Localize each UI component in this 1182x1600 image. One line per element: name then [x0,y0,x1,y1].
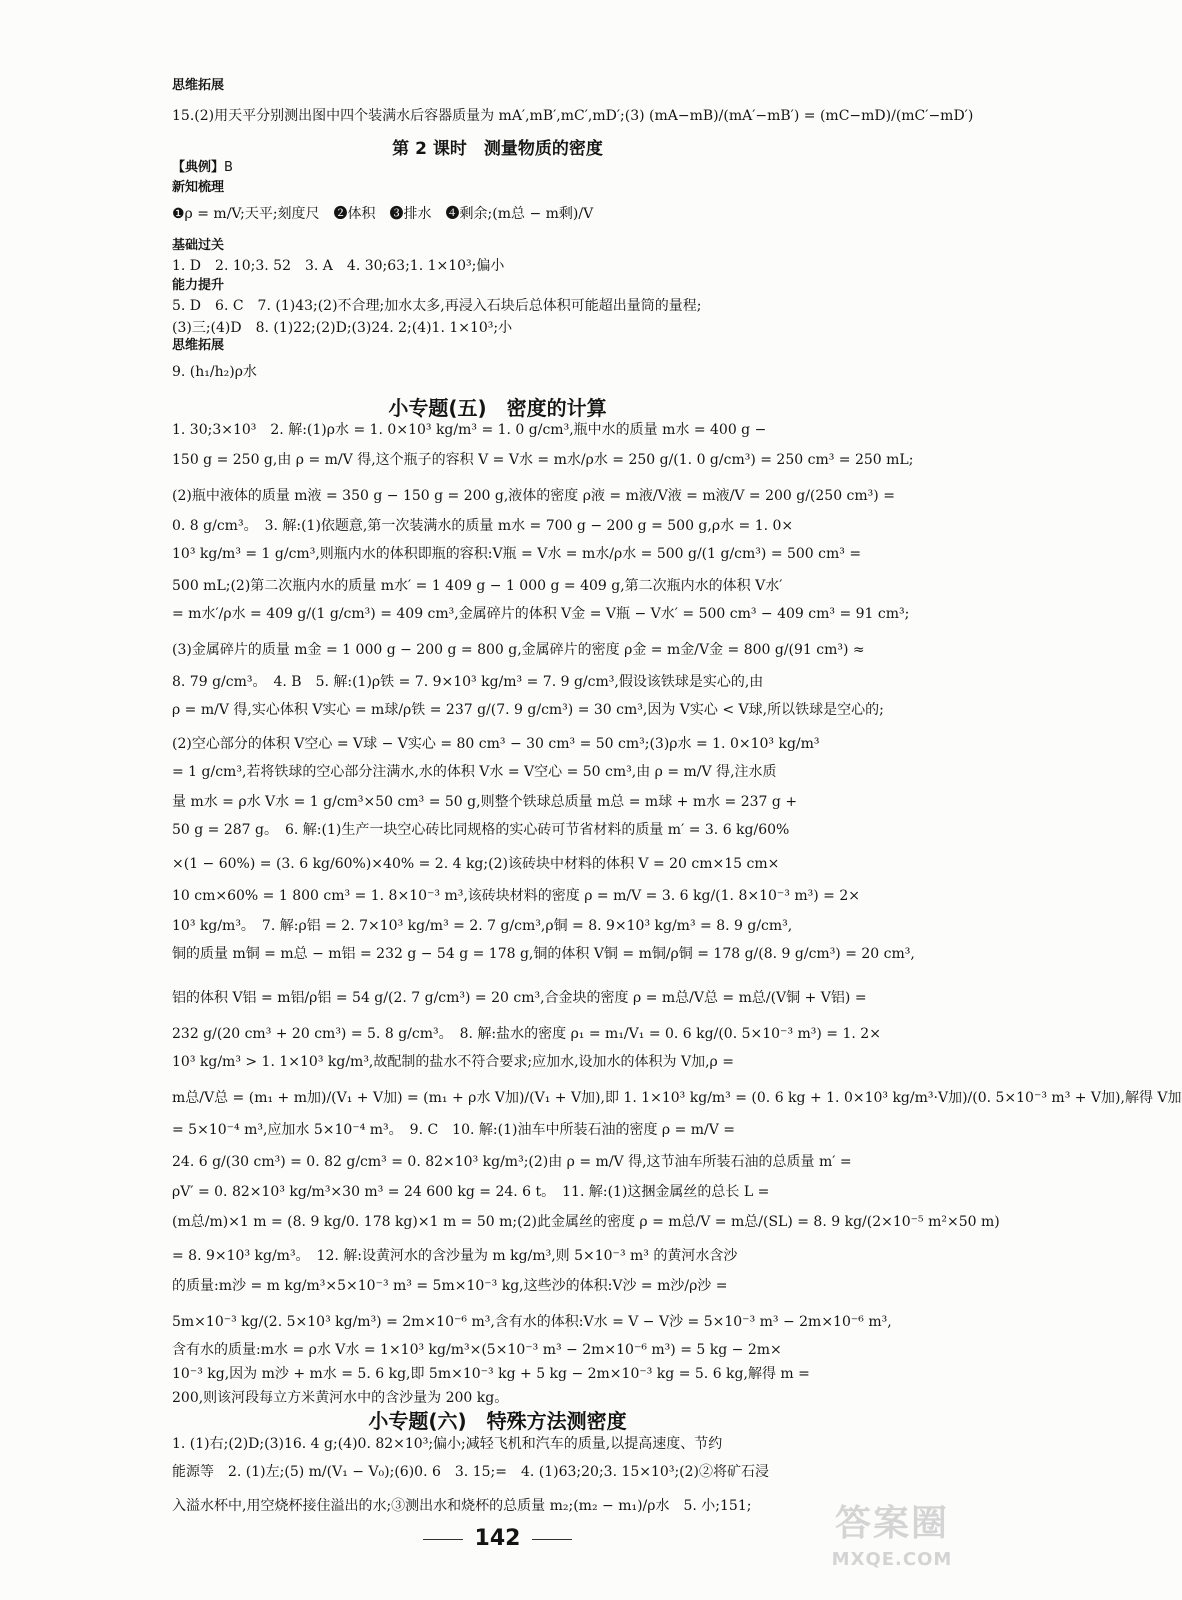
topic-5-line: 铝的体积 V铝 = m铝/ρ铝 = 54 g/(2. 7 g/cm³) = 20 cm³,合金块的密度 ρ = m总/V总 = m总/(V铜 + V铝) = [172,990,867,1006]
topic-5-line: = 8. 9×10³ kg/m³。 12. 解:设黄河水的含沙量为 m kg/m³,则 5×10⁻³ m³ 的黄河水含沙 [172,1248,738,1264]
answer-q9: 9. (h₁/h₂)ρ水 [172,364,257,380]
section-label-new-knowledge: 新知梳理 [172,180,225,195]
topic-5-line: = 1 g/cm³,若将铁球的空心部分注满水,水的体积 V水 = V空心 = 50 cm³,由 ρ = m/V 得,注水质 [172,764,777,780]
topic-5-line: 10³ kg/m³ > 1. 1×10³ kg/m³,故配制的盐水不符合要求;应加水,设加水的体积为 V加,ρ = [172,1054,734,1070]
topic-5-title: 小专题(五) 密度的计算 [388,396,607,420]
topic-5-line: 200,则该河段每立方米黄河水中的含沙量为 200 kg。 [172,1390,509,1406]
topic-5-line: = m水′/ρ水 = 409 g/(1 g/cm³) = 409 cm³,金属碎片的体积 V金 = V瓶 − V水′ = 500 cm³ − 409 cm³ = 91 cm³; [172,606,910,622]
topic-5-line: ρ = m/V 得,实心体积 V实心 = m球/ρ铁 = 237 g/(7. 9 g/cm³) = 30 cm³,因为 V实心 < V球,所以铁球是空心的; [172,702,884,718]
example-answer: B [224,160,233,175]
basic-answers: 1. D 2. 10;3. 52 3. A 4. 30;63;1. 1×10³;偏小 [172,258,505,274]
topic-5-line: (2)瓶中液体的质量 m液 = 350 g − 150 g = 200 g,液体的密度 ρ液 = m液/V液 = m液/V = 200 g/(250 cm³) = [172,488,895,504]
watermark-url: MXQE.COM [831,1549,953,1570]
page-number-dash-right [532,1539,572,1540]
section-label-basic: 基础过关 [172,238,225,253]
topic-5-line: (2)空心部分的体积 V空心 = V球 − V实心 = 80 cm³ − 30 cm³ = 50 cm³;(3)ρ水 = 1. 0×10³ kg/m³ [172,736,820,752]
topic-5-line: 24. 6 g/(30 cm³) = 0. 82 g/cm³ = 0. 82×10³ kg/m³;(2)由 ρ = m/V 得,这节油车所装石油的总质量 m′ = [172,1154,852,1170]
topic-5-line: 10³ kg/m³。 7. 解:ρ铝 = 2. 7×10³ kg/m³ = 2. 7 g/cm³,ρ铜 = 8. 9×10³ kg/m³ = 8. 9 g/cm³, [172,918,793,934]
page-number-value: 142 [474,1526,521,1551]
topic-6-line: 能源等 2. (1)左;(5) m/(V₁ − V₀);(6)0. 6 3. 15;= 4. (1)63;20;3. 15×10³;(2)②将矿石浸 [172,1464,769,1480]
topic-6-line: 入溢水杯中,用空烧杯接住溢出的水;③测出水和烧杯的总质量 m₂;(m₂ − m₁)/ρ水 5. 小;151; [172,1498,752,1514]
topic-5-line: 铜的质量 m铜 = m总 − m铝 = 232 g − 54 g = 178 g,铜的体积 V铜 = m铜/ρ铜 = 178 g/(8. 9 g/cm³) = 20 cm³, [172,946,915,962]
watermark-logo [817,1500,967,1584]
section-label-thinking-expansion-2: 思维拓展 [172,338,225,353]
topic-5-line: 232 g/(20 cm³ + 20 cm³) = 5. 8 g/cm³。 8. 解:盐水的密度 ρ₁ = m₁/V₁ = 0. 6 kg/(0. 5×10⁻³ m³) = 1. 2× [172,1026,881,1042]
topic-5-line: 8. 79 g/cm³。 4. B 5. 解:(1)ρ铁 = 7. 9×10³ kg/m³ = 7. 9 g/cm³,假设该铁球是实心的,由 [172,674,764,690]
topic-6-title: 小专题(六) 特殊方法测密度 [368,1409,627,1433]
topic-5-line: = 5×10⁻⁴ m³,应加水 5×10⁻⁴ m³。 9. C 10. 解:(1)油车中所装石油的密度 ρ = m/V = [172,1122,736,1138]
topic-5-line: 10³ kg/m³ = 1 g/cm³,则瓶内水的体积即瓶的容积:V瓶 = V水 = m水/ρ水 = 500 g/(1 g/cm³) = 500 cm³ = [172,546,862,562]
answer-q15: 15.(2)用天平分别测出图中四个装满水后容器质量为 mA′,mB′,mC′,mD′;(3) (mA−mB)/(mA′−mB′) = (mC−mD)/(mC′−mD′) [172,108,974,124]
ability-answers-line-1: 5. D 6. C 7. (1)43;(2)不合理;加水太多,再浸入石块后总体积可能超出量筒的量程; [172,298,702,314]
example-row [172,158,233,178]
topic-5-line: 1. 30;3×10³ 2. 解:(1)ρ水 = 1. 0×10³ kg/m³ = 1. 0 g/cm³,瓶中水的质量 m水 = 400 g − [172,422,767,438]
topic-5-line: (m总/m)×1 m = (8. 9 kg/0. 178 kg)×1 m = 50 m;(2)此金属丝的密度 ρ = m总/V = m总/(SL) = 8. 9 kg/(2×10⁻⁵ m²×50 m) [172,1214,1000,1230]
topic-5-line: (3)金属碎片的质量 m金 = 1 000 g − 200 g = 800 g,金属碎片的密度 ρ金 = m金/V金 = 800 g/(91 cm³) ≈ [172,642,865,658]
section-label-thinking-expansion: 思维拓展 [172,78,225,93]
topic-5-line: 10 cm×60% = 1 800 cm³ = 1. 8×10⁻³ m³,该砖块材料的密度 ρ = m/V = 3. 6 kg/(1. 8×10⁻³ m³) = 2× [172,888,860,904]
topic-5-line: ρV′ = 0. 82×10³ kg/m³×30 m³ = 24 600 kg = 24. 6 t。 11. 解:(1)这捆金属丝的总长 L = [172,1184,770,1200]
topic-5-line: 0. 8 g/cm³。 3. 解:(1)依题意,第一次装满水的质量 m水 = 700 g − 200 g = 500 g,ρ水 = 1. 0× [172,518,794,534]
section-label-ability: 能力提升 [172,278,225,293]
ability-answers-line-2: (3)三;(4)D 8. (1)22;(2)D;(3)24. 2;(4)1. 1×10³;小 [172,320,513,336]
example-label: 【典例】 [172,160,225,175]
topic-5-line: 含有水的质量:m水 = ρ水 V水 = 1×10³ kg/m³×(5×10⁻³ m³ − 2m×10⁻⁶ m³) = 5 kg − 2m× [172,1342,782,1358]
lesson-2-title: 第 2 课时 测量物质的密度 [392,139,603,159]
topic-5-line: 的质量:m沙 = m kg/m³×5×10⁻³ m³ = 5m×10⁻³ kg,这些沙的体积:V沙 = m沙/ρ沙 = [172,1278,728,1294]
topic-5-line: 50 g = 287 g。 6. 解:(1)生产一块空心砖比同规格的实心砖可节省材料的质量 m′ = 3. 6 kg/60% [172,822,790,838]
topic-5-line: 150 g = 250 g,由 ρ = m/V 得,这个瓶子的容积 V = V水 = m水/ρ水 = 250 g/(1. 0 g/cm³) = 250 cm³ = 250 mL; [172,452,914,468]
topic-5-line: m总/V总 = (m₁ + m加)/(V₁ + V加) = (m₁ + ρ水 V加)/(V₁ + V加),即 1. 1×10³ kg/m³ = (0. 6 kg + 1. 0×10³ kg/m³·V加)/(0. 5×10⁻³ m³ + V加),解得 V加 [172,1090,1182,1106]
topic-5-line: 5m×10⁻³ kg/(2. 5×10³ kg/m³) = 2m×10⁻⁶ m³,含有水的体积:V水 = V − V沙 = 5×10⁻³ m³ − 2m×10⁻⁶ m³, [172,1314,892,1330]
topic-5-line: ×(1 − 60%) = (3. 6 kg/60%)×40% = 2. 4 kg;(2)该砖块中材料的体积 V = 20 cm×15 cm× [172,856,780,872]
topic-5-line: 10⁻³ kg,因为 m沙 + m水 = 5. 6 kg,即 5m×10⁻³ kg + 5 kg − 2m×10⁻³ kg = 5. 6 kg,解得 m = [172,1366,810,1382]
watermark-text: 答案圈 [834,1503,949,1544]
page-number-dash-left [423,1539,463,1540]
topic-6-line: 1. (1)右;(2)D;(3)16. 4 g;(4)0. 82×10³;偏小;减轻飞机和汽车的质量,以提高速度、节约 [172,1436,723,1452]
new-knowledge-answers: ❶ρ = m/V;天平;刻度尺 ❷体积 ❸排水 ❹剩余;(m总 − m剩)/V [172,206,594,222]
topic-5-line: 500 mL;(2)第二次瓶内水的质量 m水′ = 1 409 g − 1 000 g = 409 g,第二次瓶内水的体积 V水′ [172,578,783,594]
topic-5-line: 量 m水 = ρ水 V水 = 1 g/cm³×50 cm³ = 50 g,则整个铁球总质量 m总 = m球 + m水 = 237 g + [172,794,798,810]
